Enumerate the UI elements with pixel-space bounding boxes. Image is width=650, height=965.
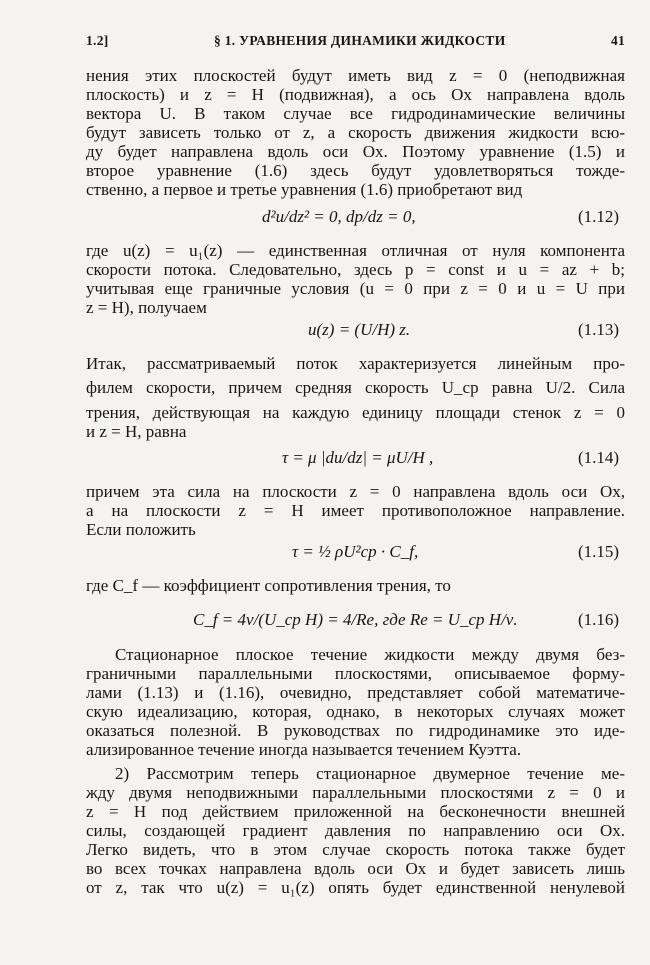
equation-number: (1.16)	[578, 610, 620, 629]
text-line: граничными параллельными плоскостями, описываемое форму-	[86, 664, 625, 683]
text-line: ственно, а первое и третье уравнения (1.6) приобретают вид	[86, 180, 523, 199]
page-number: 41	[611, 33, 626, 48]
equation-number: (1.12)	[578, 207, 620, 226]
text-line: скорости потока. Следовательно, здесь p = const и u = az + b;	[86, 260, 625, 279]
text-line: во всех точках направлена вдоль оси Ox и будет зависеть лишь	[86, 859, 625, 878]
text-line: причем эта сила на плоскости z = 0 направлена вдоль оси Ox,	[86, 482, 625, 501]
equation-1-15: τ = ½ ρU²ср · C_f,	[292, 542, 419, 561]
equation-1-13: u(z) = (U/H) z.	[308, 320, 411, 339]
text-line: Стационарное плоское течение жидкости между двумя без-	[115, 645, 625, 664]
text-line: трения, действующая на каждую единицу площади стенок z = 0	[86, 403, 625, 422]
text-line: z = H под действием приложенной на бесконечности внешней	[86, 802, 625, 821]
running-head: § 1. УРАВНЕНИЯ ДИНАМИКИ ЖИДКОСТИ	[214, 33, 506, 48]
text-line: оказаться полезной. В руководствах по гидродинамике это иде-	[86, 721, 625, 740]
text-line: Если положить	[86, 520, 196, 539]
text-line: Итак, рассматриваемый поток характеризуется линейным про-	[86, 354, 625, 373]
text-line: силы, создающей градиент давления по направлению оси Ox.	[86, 821, 625, 840]
equation-1-16: C_f = 4ν/(U_ср H) = 4/Re, где Re = U_ср H/ν.	[193, 610, 518, 629]
text-line: и z = H, равна	[86, 422, 187, 441]
text-line: 2) Рассмотрим теперь стационарное двумерное течение ме-	[115, 764, 625, 783]
equation-1-12: d²u/dz² = 0, dp/dz = 0,	[262, 207, 416, 226]
text-line: плоскость) и z = H (подвижная), а ось Ox направлена вдоль	[86, 85, 625, 104]
section-ref: 1.2]	[86, 33, 109, 48]
text-line: где C_f — коэффициент сопротивления трения, то	[86, 576, 451, 595]
text-line: где u(z) = u₁(z) — единственная отличная от нуля компонента	[86, 241, 625, 260]
text-line: нения этих плоскостей будут иметь вид z = 0 (неподвижная	[86, 66, 625, 85]
text-line: будут зависеть только от z, а скорость движения жидкости всю-	[86, 123, 625, 142]
equation-number: (1.13)	[578, 320, 620, 339]
text-line: Легко видеть, что в этом случае скорость потока также будет	[86, 840, 625, 859]
text-line: лами (1.13) и (1.16), очевидно, представляет собой математиче-	[86, 683, 625, 702]
text-line: от z, так что u(z) = u₁(z) опять будет единственной ненулевой	[86, 878, 625, 897]
equation-1-14: τ = μ |du/dz| = μU/H ,	[282, 448, 434, 467]
equation-number: (1.15)	[578, 542, 620, 561]
equation-number: (1.14)	[578, 448, 620, 467]
text-line: ализированное течение иногда называется течением Куэтта.	[86, 740, 522, 759]
text-line: второе уравнение (1.6) здесь будут удовлетворяться тожде-	[86, 161, 625, 180]
text-line: вектора U. В таком случае все гидродинамические величины	[86, 104, 625, 123]
text-line: скую идеализацию, которая, однако, в некоторых случаях может	[86, 702, 625, 721]
text-line: филем скорости, причем средняя скорость U_ср равна U/2. Сила	[86, 378, 625, 397]
text-line: z = H), получаем	[86, 298, 207, 317]
text-line: жду двумя неподвижными параллельными плоскостями z = 0 и	[86, 783, 625, 802]
text-line: ду будет направлена вдоль оси Ox. Поэтому уравнение (1.5) и	[86, 142, 625, 161]
text-line: учитывая еще граничные условия (u = 0 при z = 0 и u = U при	[86, 279, 625, 298]
text-line: а на плоскости z = H имеет противоположное направление.	[86, 501, 625, 520]
